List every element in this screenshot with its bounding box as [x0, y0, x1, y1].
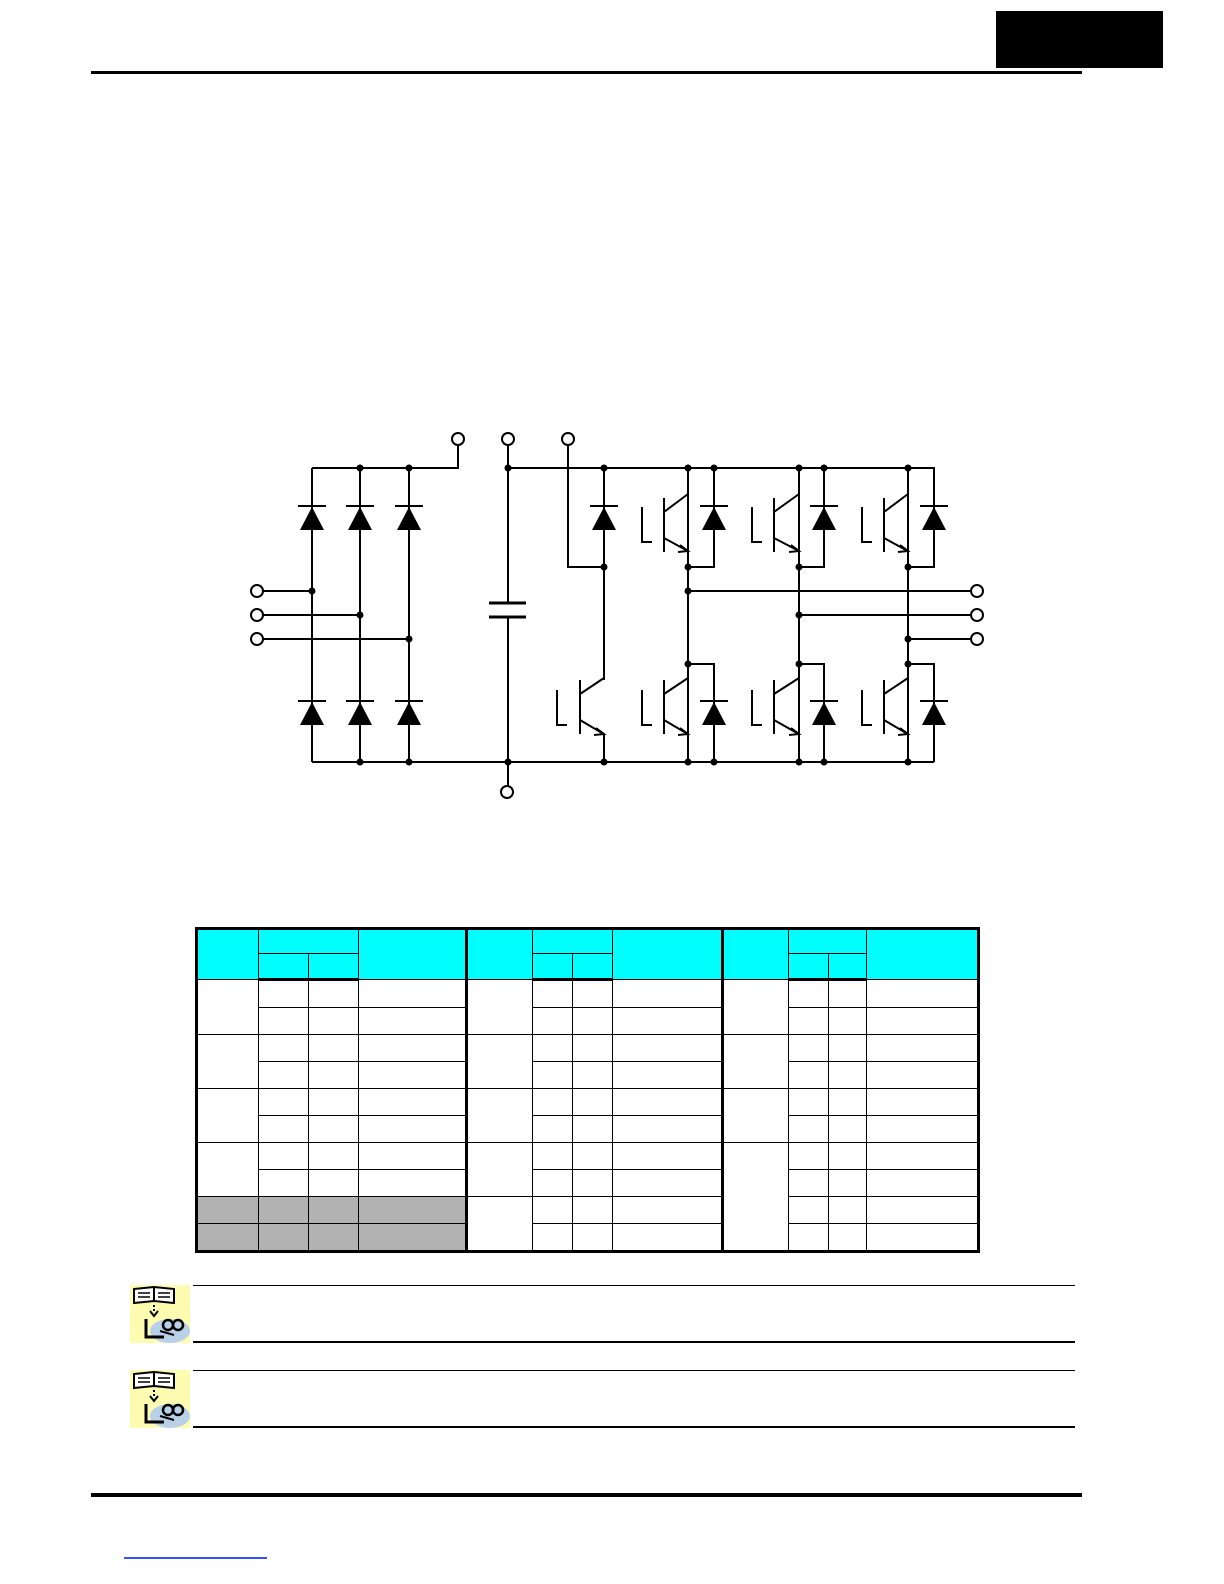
inverter-specs-table — [195, 927, 980, 1253]
diode — [300, 507, 324, 530]
note-box — [130, 1370, 1075, 1428]
igbt-brake — [557, 678, 604, 762]
book-reference-icon — [130, 1370, 190, 1428]
diode — [812, 507, 836, 530]
diode — [922, 507, 946, 530]
table-row — [197, 1062, 979, 1089]
table-header-row — [197, 929, 979, 954]
diode — [348, 702, 372, 725]
igbt-lower-w — [862, 678, 908, 735]
igbt-upper-v — [752, 494, 799, 552]
diode — [702, 507, 726, 530]
book-reference-icon — [130, 1285, 190, 1343]
note-box — [130, 1285, 1075, 1343]
table-row — [197, 1197, 979, 1224]
footer-rule — [91, 1493, 1082, 1497]
diode — [397, 702, 421, 725]
table-row — [197, 1143, 979, 1170]
diode — [702, 702, 726, 725]
diode — [348, 507, 372, 530]
diode — [592, 507, 616, 530]
igbt-lower-v — [752, 678, 799, 735]
table-row — [197, 980, 979, 1008]
table-row — [197, 1035, 979, 1062]
table-row — [197, 1089, 979, 1116]
table-row — [197, 1224, 979, 1252]
table-row — [197, 1116, 979, 1143]
igbts — [557, 494, 908, 762]
table-row — [197, 1008, 979, 1035]
circuit-wires — [262, 440, 972, 787]
igbt-upper-u — [642, 494, 688, 552]
table-row — [197, 1170, 979, 1197]
table-subheader-row — [197, 954, 979, 980]
diode — [922, 702, 946, 725]
diode — [300, 702, 324, 725]
footer-link[interactable] — [124, 1557, 267, 1559]
diode — [812, 702, 836, 725]
igbt-upper-w — [862, 494, 908, 552]
igbt-lower-u — [642, 678, 688, 735]
diode — [397, 507, 421, 530]
